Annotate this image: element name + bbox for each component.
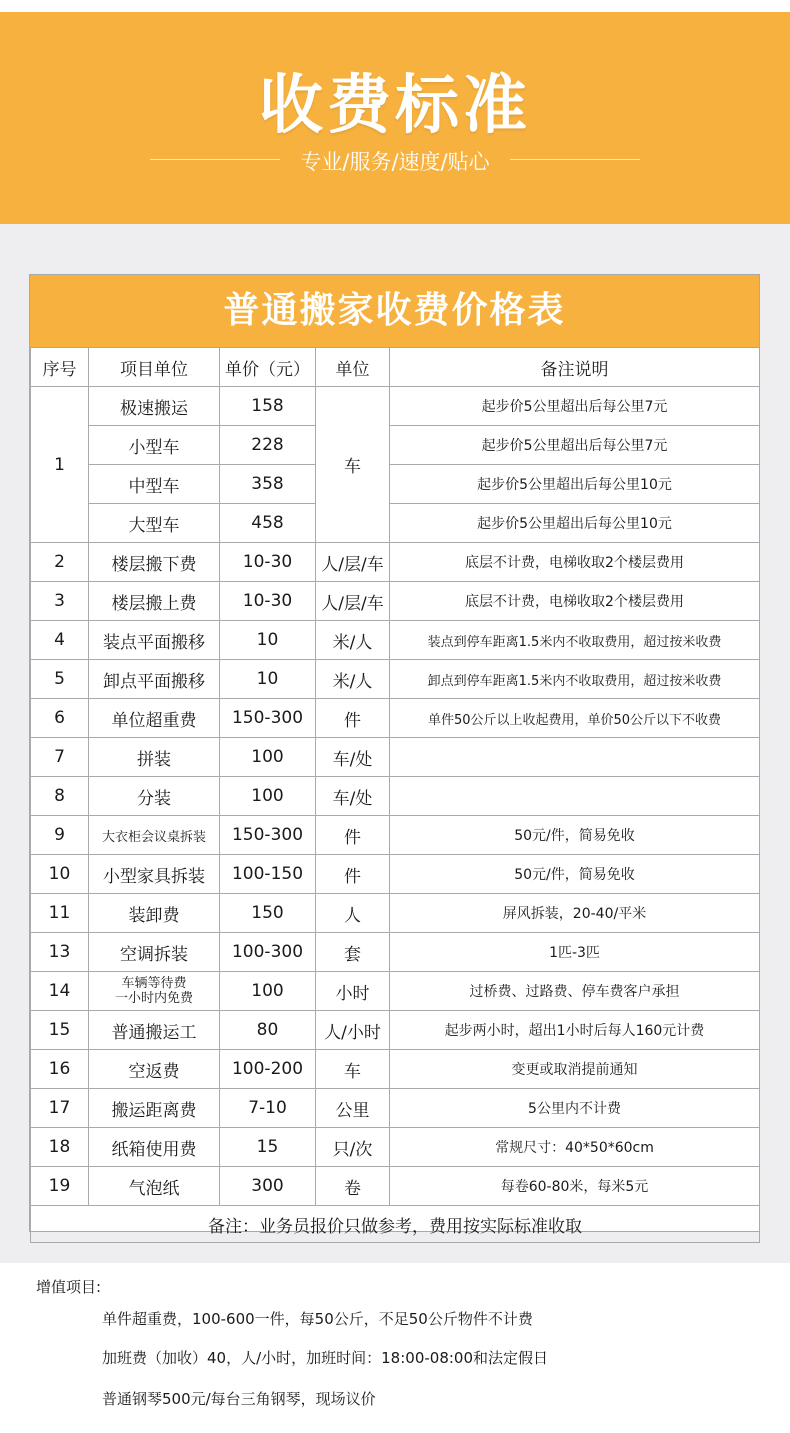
table-row <box>31 699 760 738</box>
row-note: 起步价5公里超出后每公里10元 <box>390 504 760 543</box>
row-item: 纸箱使用费 <box>89 1128 220 1167</box>
row-unit: 人 <box>316 894 390 933</box>
row-price: 228 <box>220 426 316 465</box>
row-unit: 只/次 <box>316 1128 390 1167</box>
row-note <box>390 738 760 777</box>
row-price: 458 <box>220 504 316 543</box>
row-unit: 车 <box>316 387 390 543</box>
row-item: 装卸费 <box>89 894 220 933</box>
row-unit: 车 <box>316 1050 390 1089</box>
row-price: 300 <box>220 1167 316 1206</box>
row-price: 100 <box>220 777 316 816</box>
row-price: 100 <box>220 738 316 777</box>
row-no: 13 <box>31 933 89 972</box>
table-row <box>31 543 760 582</box>
row-no: 5 <box>31 660 89 699</box>
row-note: 屏风拆装，20-40/平米 <box>390 894 760 933</box>
row-note: 过桥费、过路费、停车费客户承担 <box>390 972 760 1011</box>
row-note: 变更或取消提前通知 <box>390 1050 760 1089</box>
row-note: 5公里内不计费 <box>390 1089 760 1128</box>
row-item: 空调拆装 <box>89 933 220 972</box>
value-added-line: 单件超重费，100-600一件，每50公斤，不足50公斤物件不计费 <box>102 1310 533 1328</box>
table-row <box>31 504 760 543</box>
table-footnote-row <box>31 1206 760 1243</box>
row-price: 150-300 <box>220 699 316 738</box>
row-note: 50元/件，简易免收 <box>390 816 760 855</box>
row-unit: 车/处 <box>316 738 390 777</box>
row-unit: 人/层/车 <box>316 582 390 621</box>
row-unit: 米/人 <box>316 621 390 660</box>
row-no: 6 <box>31 699 89 738</box>
value-added-line: 普通钢琴500元/每台三角钢琴，现场议价 <box>102 1390 376 1408</box>
row-note: 装点到停车距离1.5米内不收取费用，超过按米收费 <box>390 621 760 660</box>
row-price: 10 <box>220 660 316 699</box>
table-header-row <box>31 348 760 387</box>
table-row <box>31 1011 760 1050</box>
row-unit: 件 <box>316 816 390 855</box>
table-row <box>31 465 760 504</box>
row-item-line2: 一小时内免费 <box>114 991 193 1006</box>
row-note: 50元/件，简易免收 <box>390 855 760 894</box>
row-item: 极速搬运 <box>89 387 220 426</box>
row-item: 空返费 <box>89 1050 220 1089</box>
table-row <box>31 1089 760 1128</box>
row-note <box>390 777 760 816</box>
row-price: 10-30 <box>220 582 316 621</box>
row-note: 起步价5公里超出后每公里7元 <box>390 426 760 465</box>
row-price: 150-300 <box>220 816 316 855</box>
col-header-unit: 单位 <box>316 348 390 387</box>
row-no: 2 <box>31 543 89 582</box>
row-item <box>89 972 220 1011</box>
row-item: 大衣柜会议桌拆装 <box>89 816 220 855</box>
row-no: 17 <box>31 1089 89 1128</box>
row-item: 单位超重费 <box>89 699 220 738</box>
row-item: 小型家具拆装 <box>89 855 220 894</box>
row-item: 中型车 <box>89 465 220 504</box>
row-item: 卸点平面搬移 <box>89 660 220 699</box>
table-row <box>31 972 760 1011</box>
value-added-title: 增值项目: <box>36 1278 102 1296</box>
row-no: 10 <box>31 855 89 894</box>
row-item: 装点平面搬移 <box>89 621 220 660</box>
row-no: 8 <box>31 777 89 816</box>
row-no: 4 <box>31 621 89 660</box>
row-item: 楼层搬上费 <box>89 582 220 621</box>
row-no: 15 <box>31 1011 89 1050</box>
row-no: 1 <box>31 387 89 543</box>
row-no: 16 <box>31 1050 89 1089</box>
row-price: 100 <box>220 972 316 1011</box>
row-unit: 小时 <box>316 972 390 1011</box>
row-item: 普通搬运工 <box>89 1011 220 1050</box>
row-unit: 公里 <box>316 1089 390 1128</box>
row-unit: 卷 <box>316 1167 390 1206</box>
table-row <box>31 1167 760 1206</box>
row-price: 100-300 <box>220 933 316 972</box>
row-no: 19 <box>31 1167 89 1206</box>
price-table <box>30 347 760 1243</box>
table-row <box>31 660 760 699</box>
row-unit: 车/处 <box>316 777 390 816</box>
table-row <box>31 816 760 855</box>
col-header-item: 项目单位 <box>89 348 220 387</box>
row-price: 358 <box>220 465 316 504</box>
row-no: 7 <box>31 738 89 777</box>
table-row <box>31 621 760 660</box>
row-price: 80 <box>220 1011 316 1050</box>
row-no: 3 <box>31 582 89 621</box>
row-item: 搬运距离费 <box>89 1089 220 1128</box>
table-row <box>31 777 760 816</box>
row-unit: 件 <box>316 699 390 738</box>
table-row <box>31 426 760 465</box>
row-note: 每卷60-80米，每米5元 <box>390 1167 760 1206</box>
table-row <box>31 387 760 426</box>
row-unit: 套 <box>316 933 390 972</box>
row-note: 起步两小时，超出1小时后每人160元计费 <box>390 1011 760 1050</box>
table-row <box>31 738 760 777</box>
row-note: 单件50公斤以上收起费用，单价50公斤以下不收费 <box>390 699 760 738</box>
page-subtitle: 专业/服务/速度/贴心 <box>300 150 490 174</box>
row-unit: 人/小时 <box>316 1011 390 1050</box>
price-table-card <box>29 274 760 1237</box>
header-banner <box>0 12 790 224</box>
row-item: 拼装 <box>89 738 220 777</box>
row-item-line1: 车辆等待费 <box>121 976 187 991</box>
row-note: 底层不计费，电梯收取2个楼层费用 <box>390 543 760 582</box>
row-note: 底层不计费，电梯收取2个楼层费用 <box>390 582 760 621</box>
row-price: 158 <box>220 387 316 426</box>
row-price: 15 <box>220 1128 316 1167</box>
row-price: 100-200 <box>220 1050 316 1089</box>
subtitle-divider-right <box>510 159 640 160</box>
row-item: 分装 <box>89 777 220 816</box>
table-row <box>31 894 760 933</box>
row-item: 小型车 <box>89 426 220 465</box>
value-added-line: 加班费（加收）40，人/小时，加班时间：18:00-08:00和法定假日 <box>102 1349 549 1367</box>
row-note: 1匹-3匹 <box>390 933 760 972</box>
row-note: 卸点到停车距离1.5米内不收取费用，超过按米收费 <box>390 660 760 699</box>
row-no: 14 <box>31 972 89 1011</box>
row-item: 大型车 <box>89 504 220 543</box>
row-unit: 人/层/车 <box>316 543 390 582</box>
table-row <box>31 933 760 972</box>
row-item: 楼层搬下费 <box>89 543 220 582</box>
table-footnote: 备注：业务员报价只做参考，费用按实际标准收取 <box>31 1206 760 1243</box>
row-unit: 件 <box>316 855 390 894</box>
row-note: 起步价5公里超出后每公里7元 <box>390 387 760 426</box>
row-price: 150 <box>220 894 316 933</box>
row-price: 10 <box>220 621 316 660</box>
row-no: 11 <box>31 894 89 933</box>
page-title: 收费标准 <box>259 69 531 143</box>
table-row <box>31 855 760 894</box>
row-no: 9 <box>31 816 89 855</box>
table-row <box>31 1128 760 1167</box>
col-header-no: 序号 <box>31 348 89 387</box>
row-price: 7-10 <box>220 1089 316 1128</box>
table-title: 普通搬家收费价格表 <box>30 275 759 347</box>
row-note: 常规尺寸：40*50*60cm <box>390 1128 760 1167</box>
row-price: 100-150 <box>220 855 316 894</box>
col-header-price: 单价（元） <box>220 348 316 387</box>
row-unit: 米/人 <box>316 660 390 699</box>
row-price: 10-30 <box>220 543 316 582</box>
row-no: 18 <box>31 1128 89 1167</box>
table-row <box>31 582 760 621</box>
row-note: 起步价5公里超出后每公里10元 <box>390 465 760 504</box>
col-header-note: 备注说明 <box>390 348 760 387</box>
table-row <box>31 1050 760 1089</box>
row-item: 气泡纸 <box>89 1167 220 1206</box>
